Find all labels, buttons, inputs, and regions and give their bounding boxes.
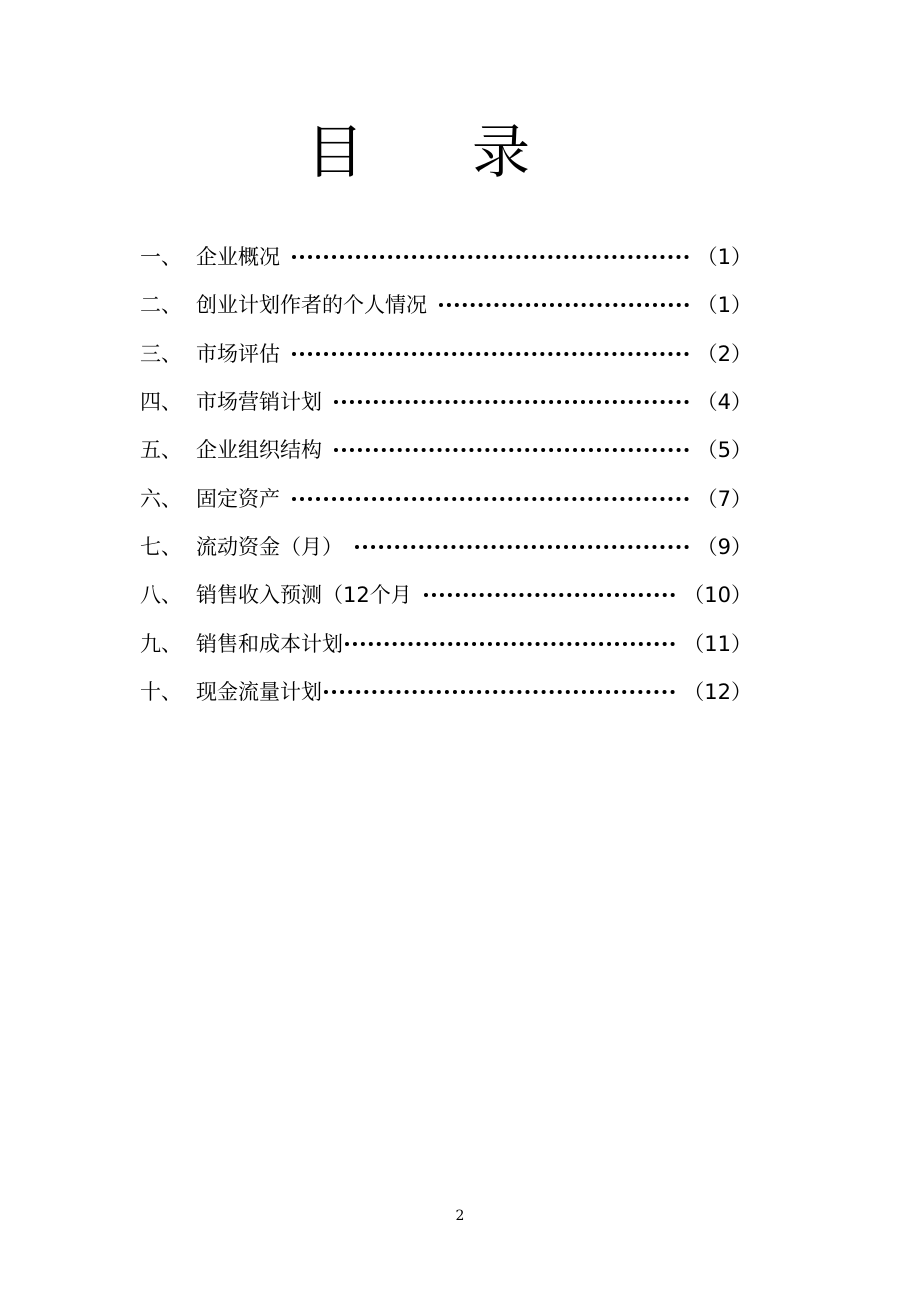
toc-entry-page: （1） [696,245,752,270]
toc-entry-number: 七、 [140,534,182,559]
toc-entry[interactable] [140,425,752,473]
page-title-char-1: 目 [306,118,365,186]
toc-dot-leader [355,545,689,549]
page-title-char-2: 录 [472,118,531,186]
toc-entry-page: （2） [696,341,752,366]
toc-entry-number: 四、 [140,390,182,415]
toc-dot-leader [324,690,675,694]
toc-dot-leader [292,497,689,501]
table-of-contents [140,232,752,715]
toc-entry[interactable] [140,570,752,618]
toc-entry-page: （12） [683,679,752,704]
toc-entry-page: （5） [696,438,752,463]
toc-entry[interactable] [140,280,752,328]
toc-entry-page: （11） [683,631,752,656]
toc-dot-leader [439,303,689,307]
toc-entry-number: 九、 [140,631,182,656]
toc-entry-page: （9） [696,534,752,559]
toc-dot-leader [334,448,689,452]
toc-entry[interactable] [140,377,752,425]
toc-entry-number: 一、 [140,245,182,270]
toc-dot-leader [345,642,675,646]
toc-dot-leader [424,593,676,597]
toc-entry-title: 销售和成本计划 [196,631,343,656]
toc-entry-page: （4） [696,390,752,415]
page-title [0,112,920,192]
toc-entry[interactable] [140,618,752,666]
toc-entry-number: 八、 [140,583,182,608]
toc-entry-title: 市场营销计划 [196,390,322,415]
toc-entry-title: 企业概况 [196,245,280,270]
toc-entry-title: 销售收入预测（12个月 [196,583,412,608]
toc-entry[interactable] [140,232,752,280]
toc-entry[interactable] [140,667,752,715]
toc-dot-leader [334,400,689,404]
toc-entry[interactable] [140,473,752,521]
toc-dot-leader [292,255,689,259]
toc-entry[interactable] [140,329,752,377]
toc-entry-page: （10） [683,583,752,608]
toc-entry-number: 五、 [140,438,182,463]
toc-entry-page: （7） [696,486,752,511]
toc-entry-title: 企业组织结构 [196,438,322,463]
toc-entry-title: 创业计划作者的个人情况 [196,293,427,318]
toc-entry-title: 固定资产 [196,486,280,511]
toc-entry-title: 流动资金（月） [196,534,343,559]
toc-entry-title: 现金流量计划 [196,679,322,704]
toc-dot-leader [292,352,689,356]
toc-entry-number: 二、 [140,293,182,318]
page-number: 2 [455,1208,465,1224]
toc-entry-number: 六、 [140,486,182,511]
toc-entry-number: 十、 [140,679,182,704]
toc-entry-page: （1） [696,293,752,318]
toc-entry[interactable] [140,522,752,570]
toc-entry-title: 市场评估 [196,341,280,366]
toc-entry-number: 三、 [140,341,182,366]
